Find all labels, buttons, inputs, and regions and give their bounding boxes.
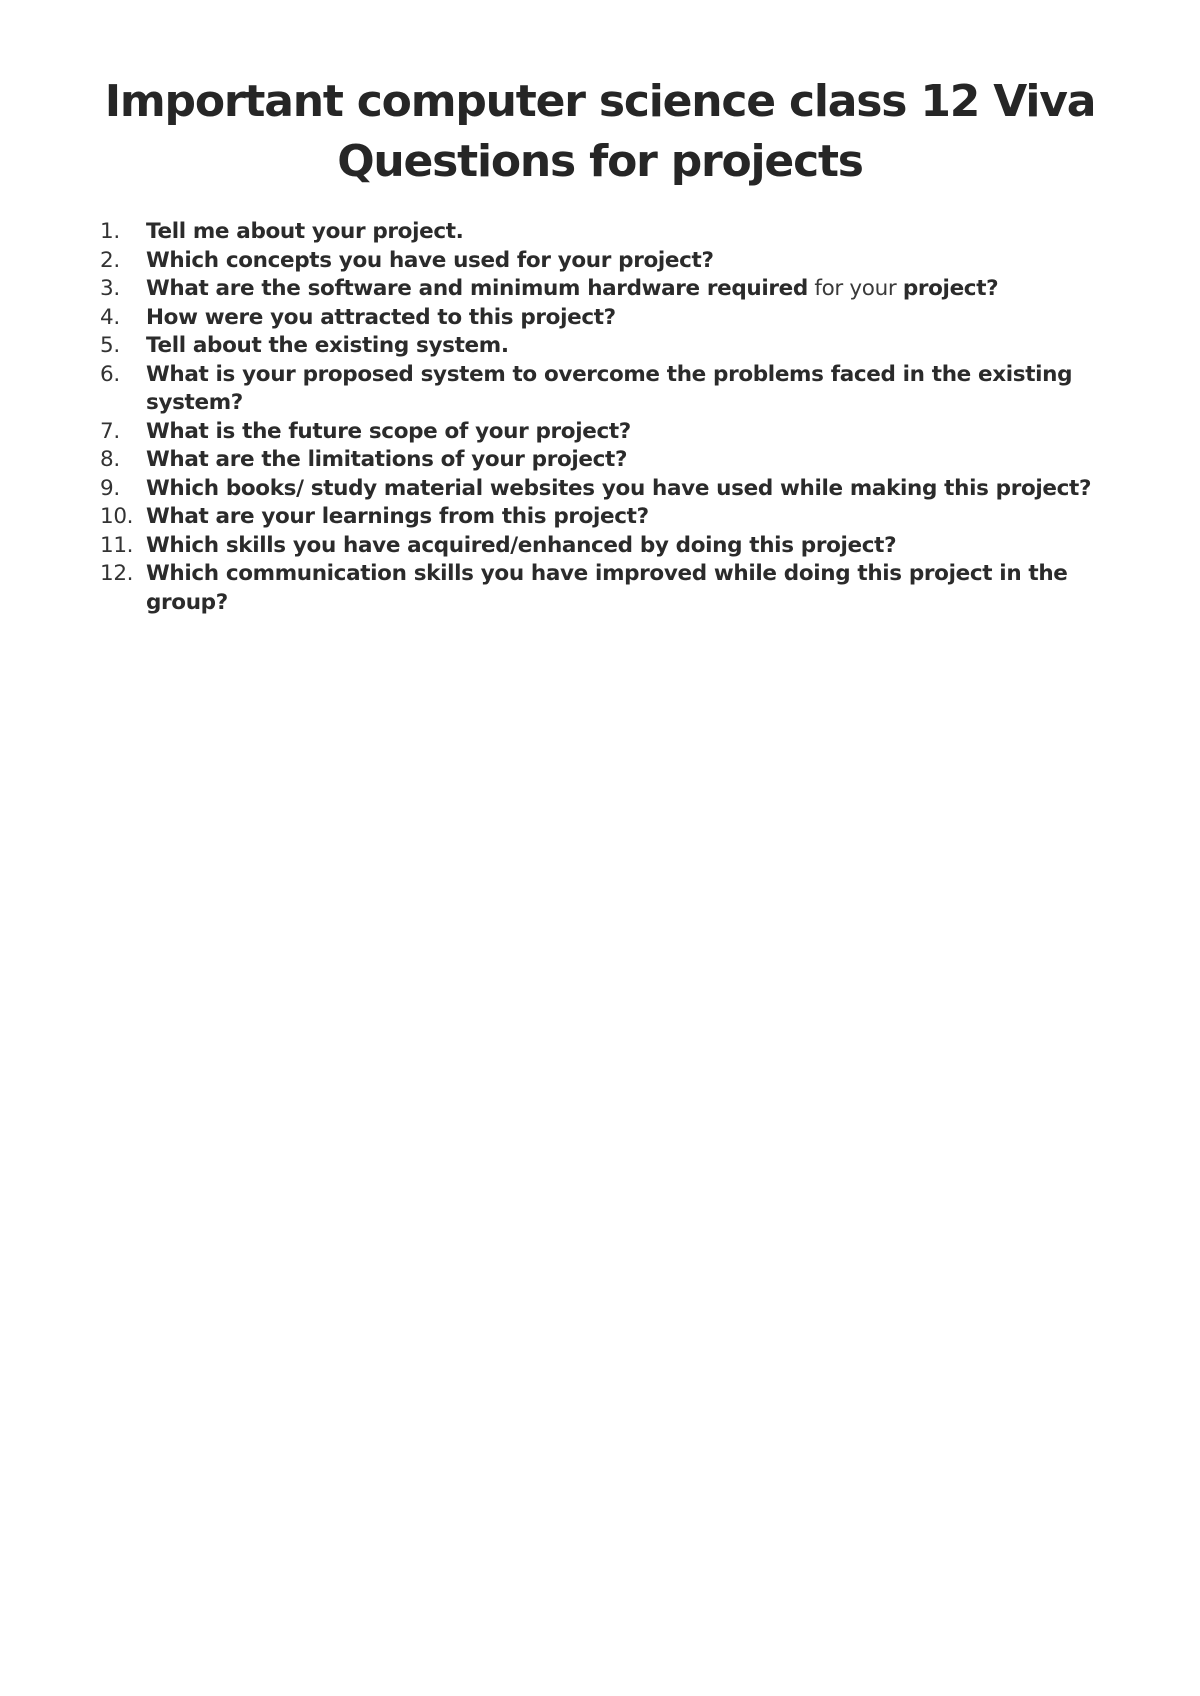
list-item-number: 6. <box>100 361 120 387</box>
list-item <box>100 446 1130 475</box>
list-item-text: Which communication skills you have improved while doing this project in the group? <box>146 561 1068 615</box>
list-item <box>100 247 1130 276</box>
list-item <box>100 275 1130 304</box>
list-item <box>100 332 1130 361</box>
list-item-number: 12. <box>100 561 134 586</box>
list-item <box>100 218 1130 247</box>
question-list <box>100 218 1130 617</box>
list-item-number: 2. <box>100 247 120 273</box>
list-item <box>100 503 1130 532</box>
list-item-text: What are your learnings from this project? <box>146 504 649 529</box>
list-item-text: How were you attracted to this project? <box>146 304 616 330</box>
page-title: Important computer science class 12 Viva Questions for projects <box>104 76 1096 187</box>
list-item-number: 7. <box>100 418 120 444</box>
list-item-text: What is your proposed system to overcome the problems faced in the existing system? <box>146 361 1073 415</box>
list-item <box>100 418 1130 447</box>
list-item-text: Which skills you have acquired/enhanced by doing this project? <box>146 532 897 558</box>
list-item-text: What is the future scope of your project? <box>146 418 631 444</box>
list-item <box>100 304 1130 333</box>
list-item-number: 10. <box>100 504 134 529</box>
text-normal-part: for your <box>807 276 903 301</box>
list-item-number: 4. <box>100 304 120 330</box>
list-item-text: Tell me about your project. <box>146 219 464 244</box>
list-item <box>100 475 1130 504</box>
list-item <box>100 361 1130 418</box>
list-item-number: 8. <box>100 447 120 472</box>
list-item-number: 5. <box>100 333 120 358</box>
list-item-text: Which books/ study material websites you have used while making this project? <box>146 475 1092 501</box>
list-item <box>100 560 1130 617</box>
list-item-text: Which concepts you have used for your project? <box>146 247 714 273</box>
text-bold-part: What are the software and minimum hardware required <box>146 276 808 301</box>
list-item-text <box>146 275 1130 304</box>
list-item-text: What are the limitations of your project? <box>146 447 628 472</box>
text-bold-part: project? <box>902 276 999 301</box>
list-item-number: 11. <box>100 532 134 558</box>
list-item-number: 1. <box>100 219 120 244</box>
list-item-number: 9. <box>100 475 120 501</box>
list-item-text: Tell about the existing system. <box>146 333 509 358</box>
list-item-number: 3. <box>100 276 120 301</box>
list-item <box>100 532 1130 561</box>
